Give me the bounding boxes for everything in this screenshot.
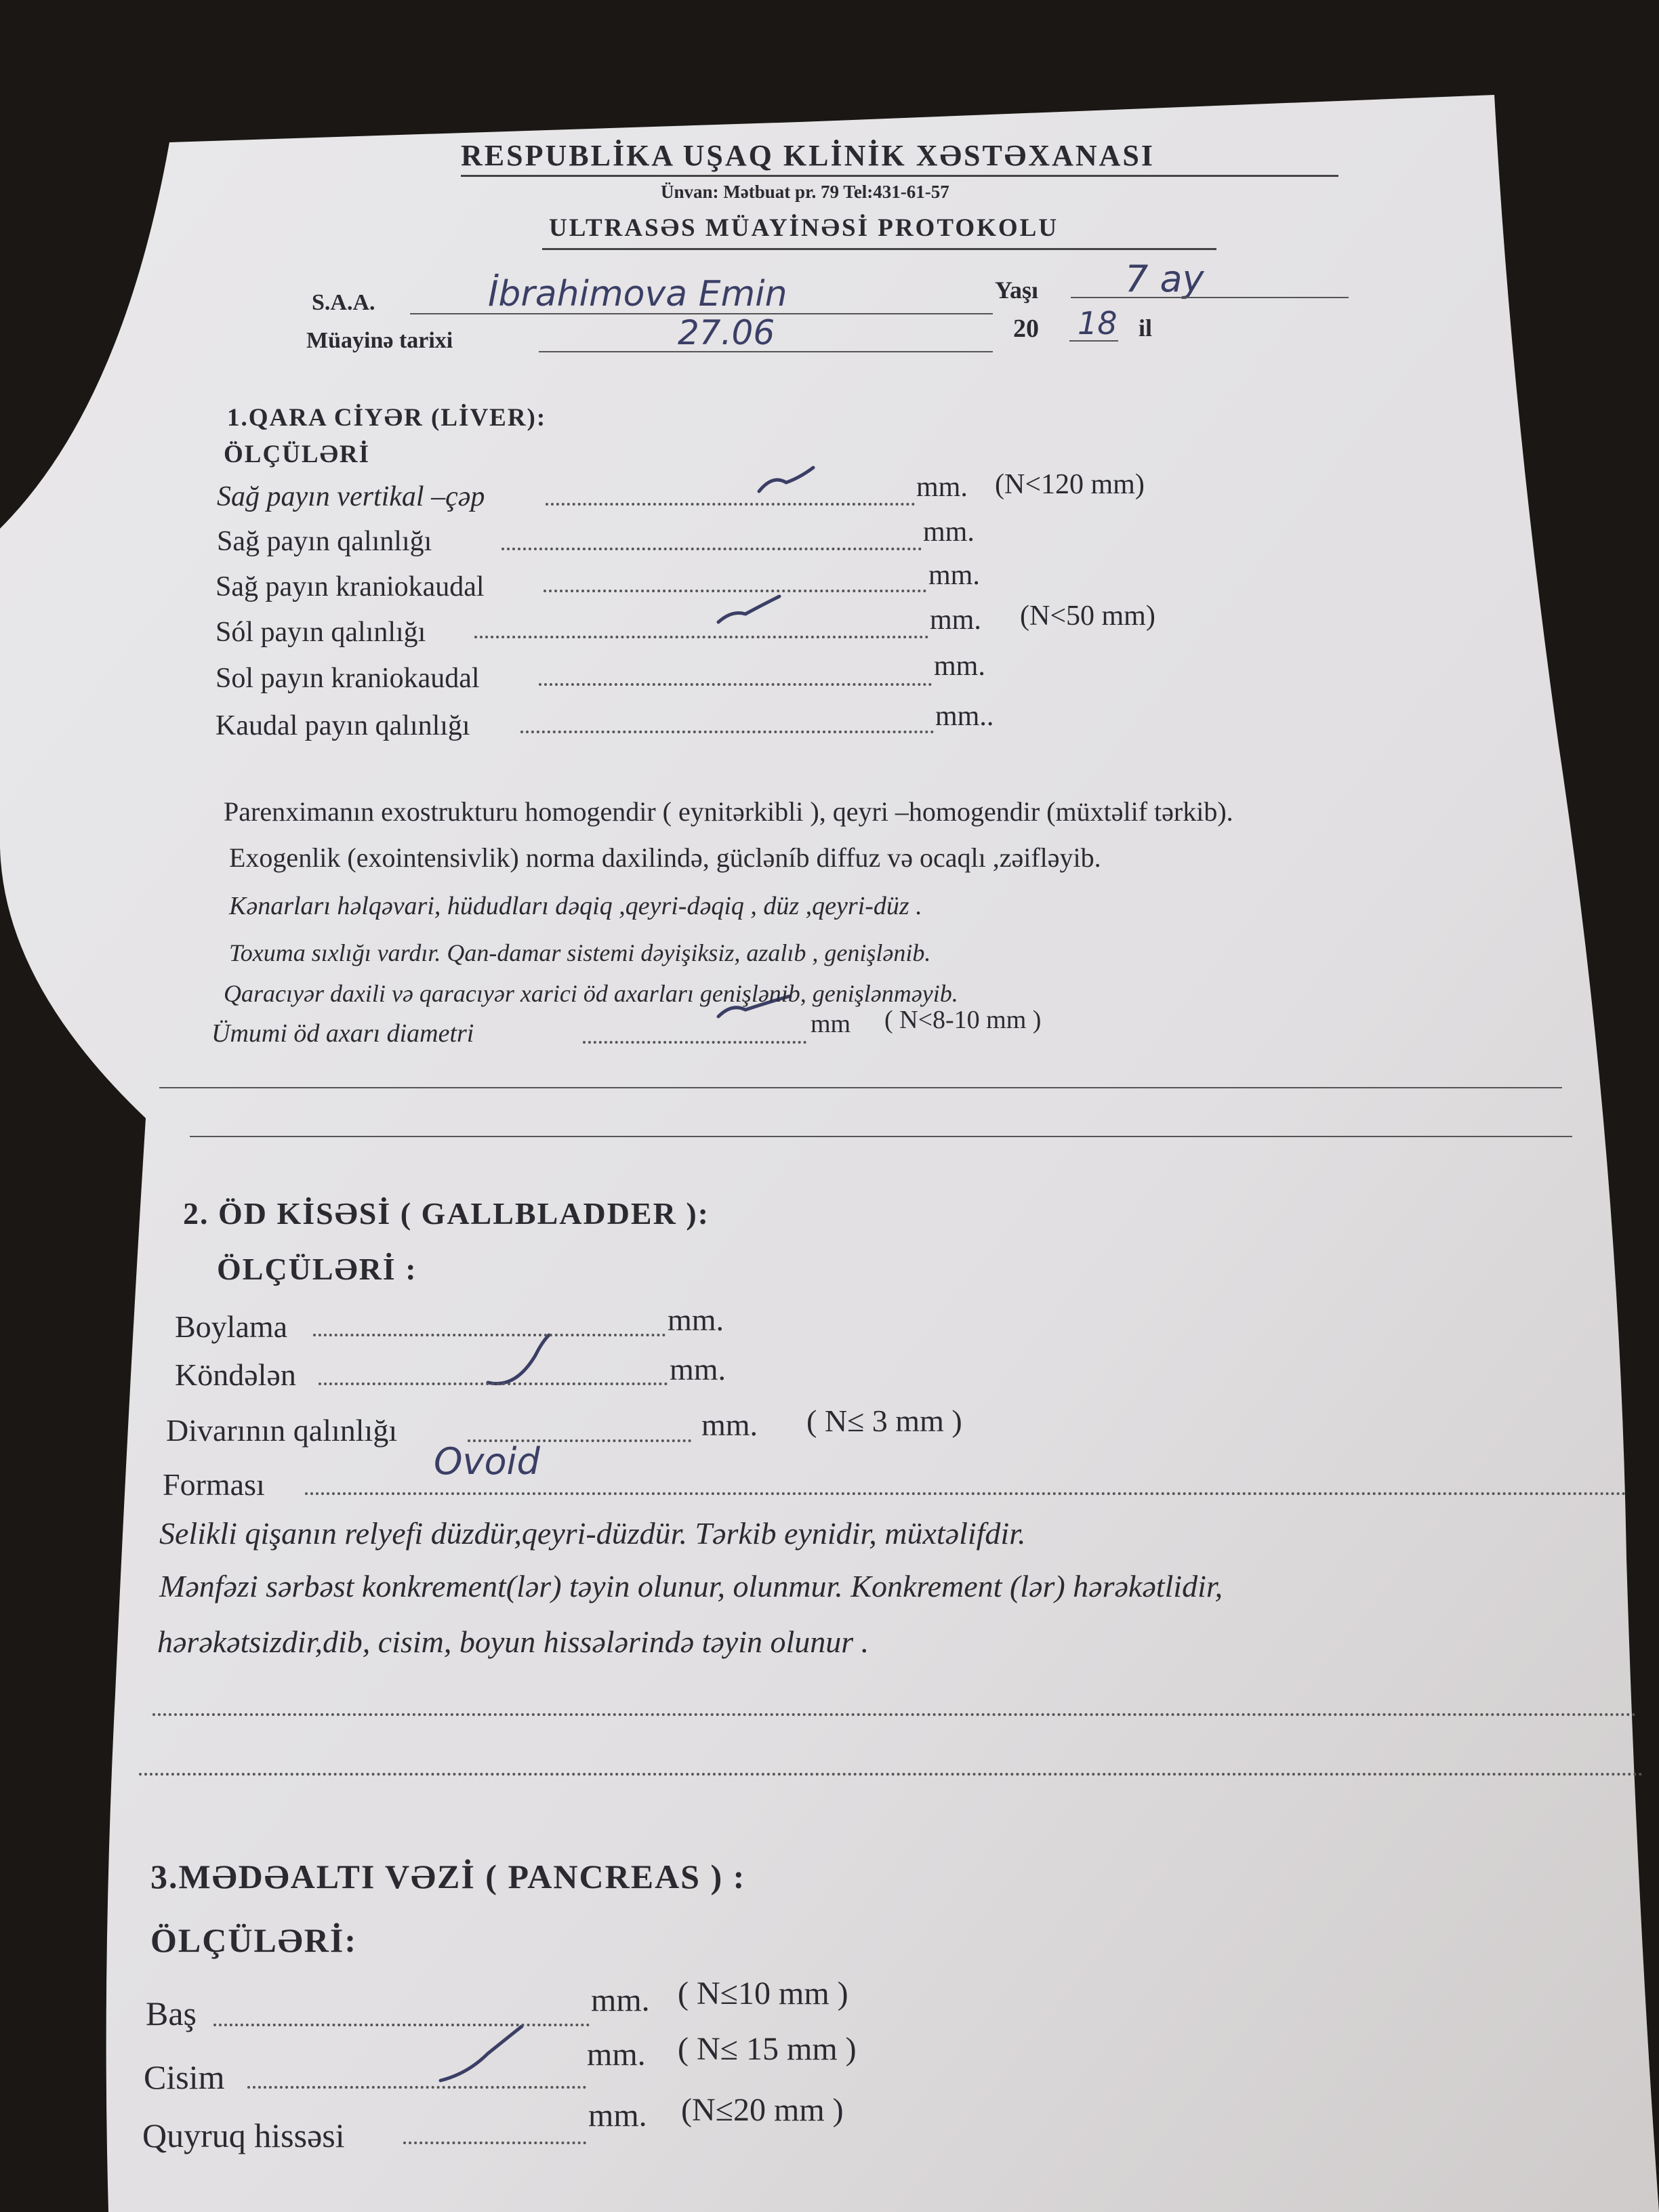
pancreas-row-label: Cisim <box>144 2058 225 2096</box>
liver-row-unit: mm. <box>934 651 985 682</box>
header-underline <box>461 175 1338 177</box>
dotted-line <box>544 590 926 592</box>
dotted-line <box>313 1334 665 1336</box>
liver-echostructure-text: Parenximanın exostrukturu homogendir ( eynitərkibli ), qeyri –homogendir (müxtəlif tərkib). <box>224 796 1233 827</box>
dotted-line <box>474 636 928 638</box>
gallbladder-row-label: Divarının qalınlığı <box>166 1413 398 1448</box>
gallbladder-notes-line <box>152 1713 1637 1716</box>
check-mark-pancreas <box>441 2026 522 2081</box>
exam-date: 27.06 <box>678 313 775 352</box>
gallbladder-form-value: Ovoid <box>434 1440 540 1483</box>
year-prefix: 20 <box>1013 314 1039 343</box>
liver-row-label: Sağ payın kraniokaudal <box>216 571 485 602</box>
dotted-line <box>539 683 932 686</box>
liver-measurements-label: ÖLÇÜLƏRİ <box>224 441 371 468</box>
liver-row-norm: (N<50 mm) <box>1020 600 1155 632</box>
liver-row-label: Sól payın qalınlığı <box>216 617 426 648</box>
gallbladder-measurements-label: ÖLÇÜLƏRİ : <box>217 1252 417 1286</box>
dotted-line <box>403 2142 586 2144</box>
pancreas-measurements-label: ÖLÇÜLƏRİ: <box>150 1921 357 1959</box>
protocol-title: ULTRASƏS MÜAYİNƏSİ PROTOKOLU <box>549 214 1059 242</box>
exam-year: 18 <box>1078 305 1118 342</box>
pancreas-title: 3.MƏDƏALTI VƏZİ ( PANCREAS ) : <box>150 1858 746 1896</box>
patient-age: 7 ay <box>1125 258 1204 300</box>
gallbladder-row-unit: mm. <box>701 1408 758 1442</box>
bile-duct-norm: ( N<8-10 mm ) <box>884 1006 1042 1034</box>
liver-density-text: Toxuma sıxlığı vardır. Qan-damar sistemi dəyişiksiz, azalıb , genişlənib. <box>229 939 931 966</box>
bile-duct-unit: mm <box>811 1010 851 1038</box>
check-mark-liver-1 <box>759 468 813 491</box>
hospital-name: RESPUBLİKA UŞAQ KLİNİK XƏSTƏXANASI <box>461 139 1155 172</box>
gallbladder-title: 2. ÖD KİSƏSİ ( GALLBLADDER ): <box>183 1196 710 1231</box>
gallbladder-row-label: Köndələn <box>175 1357 296 1392</box>
pancreas-row-norm: (N≤20 mm ) <box>681 2092 844 2128</box>
year-suffix: il <box>1139 314 1153 342</box>
pancreas-row-norm: ( N≤10 mm ) <box>678 1975 848 2011</box>
gallbladder-form-label: Forması <box>163 1467 265 1502</box>
pancreas-row-unit: mm. <box>588 2097 647 2133</box>
liver-row-unit: mm. <box>916 472 968 503</box>
name-label: S.A.A. <box>312 290 375 315</box>
liver-echogenicity-text: Exogenlik (exointensivlik) norma daxilində, gücləníb diffuz və ocaqlı ,zəifləyib. <box>229 842 1101 873</box>
gallbladder-row-label: Boylama <box>175 1309 288 1344</box>
liver-row-unit: mm. <box>930 605 981 636</box>
age-line <box>1071 297 1349 298</box>
dotted-line <box>501 548 922 550</box>
gallbladder-row-unit: mm. <box>670 1352 726 1387</box>
liver-row-label: Sağ payın qalınlığı <box>217 526 432 557</box>
dotted-line <box>247 2086 586 2089</box>
liver-row-label: Sol payın kraniokaudal <box>216 663 480 694</box>
pancreas-row-unit: mm. <box>591 1982 650 2018</box>
liver-row-unit: mm. <box>923 516 975 548</box>
dotted-line <box>546 503 915 506</box>
dotted-line <box>319 1382 668 1385</box>
bile-duct-label: Ümumi öd axarı diametri <box>211 1019 474 1048</box>
pancreas-row-label: Quyruq hissəsi <box>142 2116 345 2154</box>
hospital-address: Ünvan: Mətbuat pr. 79 Tel:431-61-57 <box>661 182 949 202</box>
date-label: Müayinə tarixi <box>306 328 453 353</box>
liver-row-label: Kaudal payın qalınlığı <box>216 710 470 741</box>
pancreas-row-label: Baş <box>146 1994 197 2032</box>
pancreas-row-unit: mm. <box>587 2036 646 2072</box>
liver-row-unit: mm.. <box>935 701 994 732</box>
gallbladder-row-norm: ( N≤ 3 mm ) <box>806 1404 962 1438</box>
pancreas-row-norm: ( N≤ 15 mm ) <box>678 2031 857 2067</box>
gallbladder-calculus-text: hərəkətsizdir,dib, cisim, boyun hissələrində təyin olunur . <box>157 1624 869 1659</box>
protocol-title-underline <box>542 248 1216 250</box>
liver-notes-line <box>159 1087 1562 1088</box>
liver-row-unit: mm. <box>928 560 980 591</box>
dotted-line <box>583 1041 806 1044</box>
liver-notes-line <box>190 1136 1572 1137</box>
liver-edges-text: Kənarları həlqəvari, hüdudları dəqiq ,qeyri-dəqiq , düz ,qeyri-düz . <box>229 892 922 920</box>
liver-row-norm: (N<120 mm) <box>995 469 1145 500</box>
liver-row-label: Sağ payın vertikal –çəp <box>217 481 485 512</box>
gallbladder-mucosa-text: Selikli qişanın relyefi düzdür,qeyri-düzdür. Tərkib eynidir, müxtəlifdir. <box>159 1516 1026 1551</box>
year-line <box>1069 340 1118 342</box>
dotted-line <box>520 731 934 733</box>
patient-name: İbrahimova Emin <box>488 274 787 314</box>
gallbladder-notes-line <box>139 1773 1643 1776</box>
date-line <box>539 351 993 352</box>
liver-title: 1.QARA CİYƏR (LİVER): <box>227 404 547 432</box>
check-mark-gallbladder <box>488 1335 549 1384</box>
dotted-line <box>305 1492 1626 1495</box>
check-mark-liver-2 <box>718 596 779 622</box>
gallbladder-lumen-text: Mənfəzi sərbəst konkrement(lər) təyin olunur, olunmur. Konkrement (lər) hərəkətlidir, <box>159 1569 1223 1603</box>
gallbladder-row-unit: mm. <box>668 1303 724 1337</box>
liver-ducts-text: Qaracıyər daxili və qaracıyər xarici öd axarları genişlənib, genişlənməyib. <box>224 980 958 1007</box>
age-label: Yaşı <box>995 276 1039 304</box>
dotted-line <box>213 2024 590 2026</box>
